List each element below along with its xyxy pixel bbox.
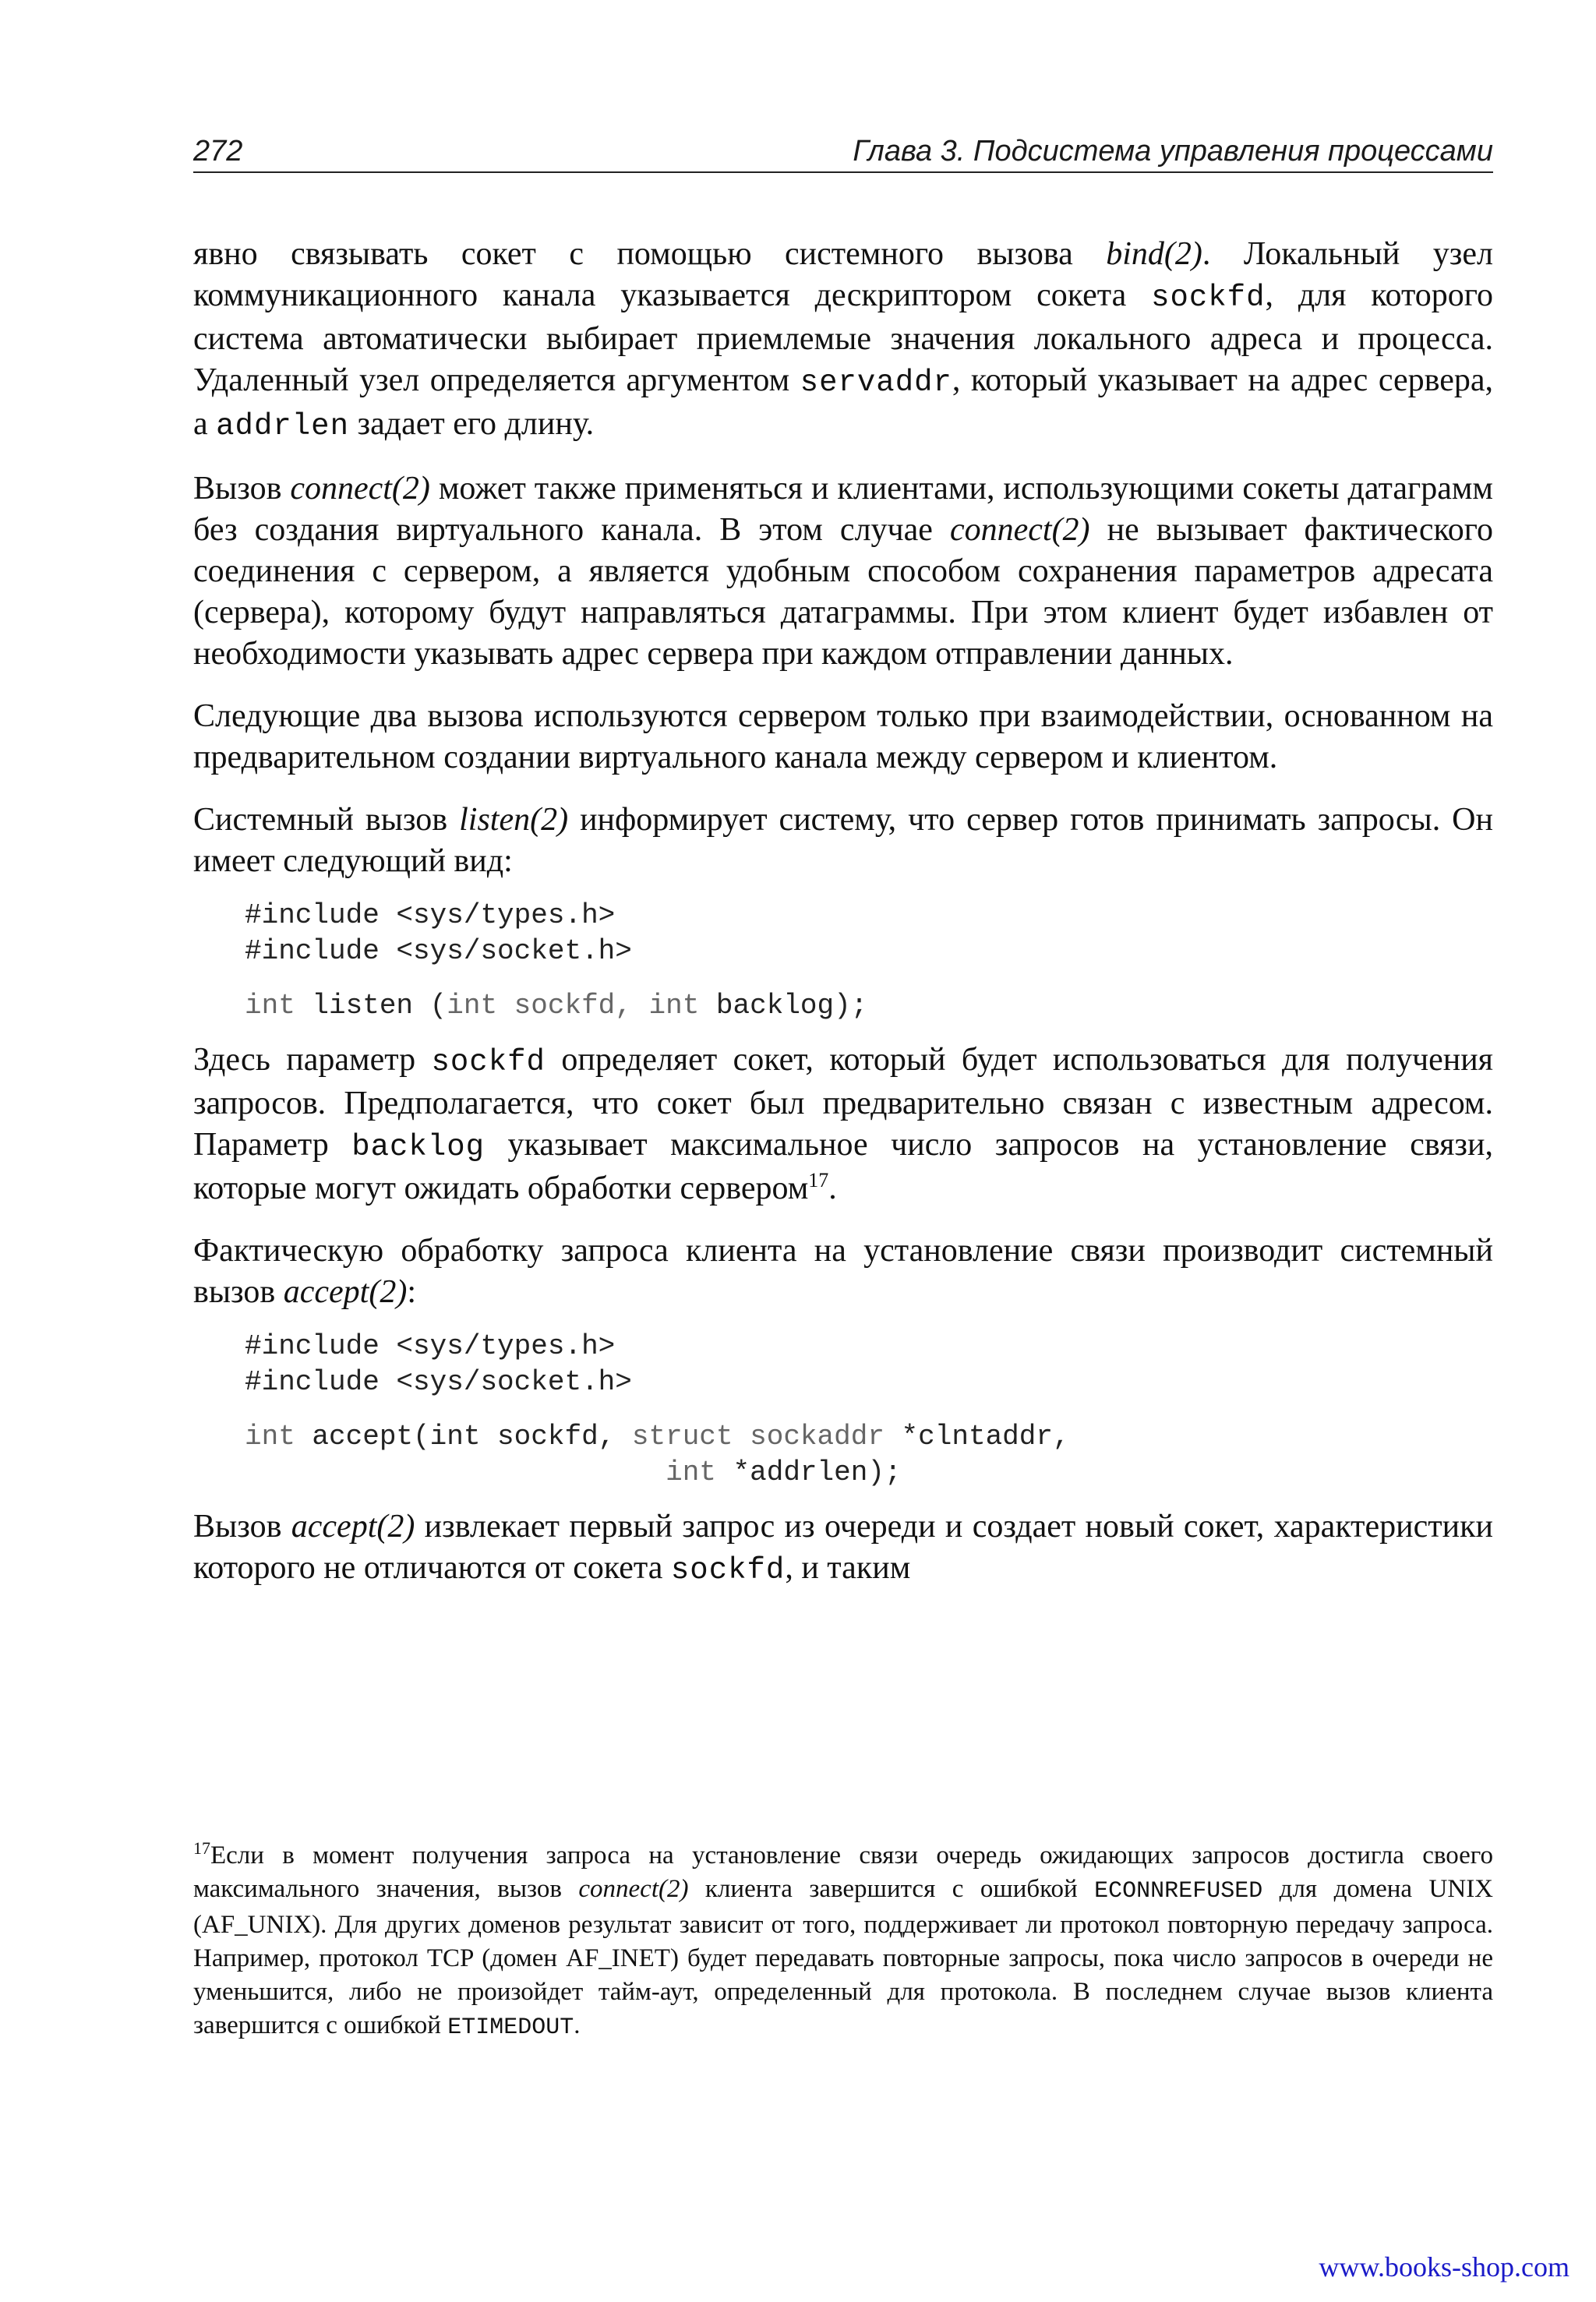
text-run: может также применяться и клиентами, использующими сокеты датаграмм без создания виртуального канала. В этом случае — [193, 471, 1493, 548]
syscall-name: accept(2) — [283, 1274, 408, 1310]
code-term: sockfd — [431, 1045, 546, 1079]
syscall-name: listen(2) — [459, 802, 569, 838]
text-run: , для которого система автоматически выбирает приемлемые значения локального адреса и процесса. Удаленный узел определяется аргументом — [193, 277, 1493, 398]
footnote-mark: 17 — [193, 1838, 210, 1858]
error-code: ECONNREFUSED — [1094, 1878, 1263, 1905]
code-token: sockfd, — [497, 990, 649, 1022]
footnote-reference: 17 — [808, 1169, 829, 1192]
syscall-name: bind(2) — [1106, 236, 1202, 272]
code-line — [245, 1419, 1493, 1455]
paragraph-listen-intro — [193, 800, 1493, 882]
syscall-name: accept(2) — [291, 1509, 415, 1545]
text-run: Фактическую обработку запроса клиента на установление связи производит системный вызов — [193, 1233, 1493, 1310]
code-token: int — [666, 1456, 716, 1488]
syscall-name: connect(2) — [578, 1875, 689, 1903]
running-header — [193, 131, 1493, 173]
text-run: информирует систему, что сервер готов принимать запросы. Он имеет следующий вид: — [193, 802, 1493, 879]
text-run: указывает максимальное число запросов на установление связи, которые могут ожидать обработки сервером — [193, 1127, 1493, 1206]
text-run: извлекает первый запрос из очереди и создает новый сокет, характеристики которого не отличаются от сокета — [193, 1509, 1493, 1586]
chapter-title: Глава 3. Подсистема управления процессами — [853, 135, 1493, 168]
text-run: , который указывает на адрес сервера, а — [193, 362, 1493, 442]
footnote — [193, 1839, 1493, 2045]
text-run: . — [574, 2011, 581, 2039]
text-run: Здесь параметр — [193, 1042, 432, 1078]
text-run: клиента завершится с ошибкой — [688, 1875, 1095, 1903]
code-line — [245, 1455, 1493, 1491]
code-token: accept(int sockfd, — [295, 1421, 632, 1453]
code-token: *addrlen); — [715, 1456, 902, 1488]
text-run: Системный вызов — [193, 802, 460, 838]
code-token: listen ( — [295, 990, 447, 1022]
text-run: для домена UNIX (AF_UNIX). Для других доменов результат зависит от того, поддерживает ли протокол повторную передачу запроса. Например, протокол TCP (домен AF_INET) будет передавать повторные запросы, пока число запросов в очереди не уменьшится, либо не произойдет тайм-аут, определенный для протокола. В последнем случае вызов клиента завершится с ошибкой — [193, 1875, 1494, 2039]
paragraph-accept-intro — [193, 1230, 1493, 1313]
code-indent — [245, 1456, 666, 1488]
syscall-name: connect(2) — [949, 512, 1090, 548]
text-run: Если в момент получения запроса на установление связи очередь ожидающих запросов достигла своего максимального значения, вызов — [193, 1841, 1493, 1903]
text-run: не вызывает фактического соединения с сервером, а является удобным способом сохранения параметров адресата (сервера), которому будут направляться датаграммы. При этом клиент будет избавлен от необходимости указывать адрес сервера при каждом отправлении данных. — [193, 512, 1493, 672]
text-run: , и таким — [785, 1550, 911, 1586]
code-token: int — [447, 990, 498, 1022]
paragraph-listen-params — [193, 1040, 1493, 1209]
code-listing-accept — [245, 1329, 1493, 1491]
code-token: int — [245, 990, 295, 1022]
code-term: addrlen — [216, 409, 349, 443]
code-token: *clntaddr, — [884, 1421, 1070, 1453]
text-run: явно связывать сокет с помощью системного вызова — [193, 236, 1107, 272]
code-listing-listen — [245, 898, 1493, 1024]
code-token: int — [648, 990, 700, 1022]
site-watermark: www.books-shop.com — [1319, 2251, 1570, 2283]
code-term: sockfd — [670, 1553, 786, 1587]
code-token: int — [245, 1421, 295, 1453]
paragraph-connect-datagram — [193, 468, 1493, 675]
text-run: определяет сокет, который будет использоваться для получения запросов. Предполагается, что сокет был предварительно связан с известным адресом. Параметр — [193, 1042, 1493, 1163]
code-line: #include <sys/socket.h> — [245, 1366, 632, 1398]
paragraph-accept-description — [193, 1506, 1493, 1591]
code-line: #include <sys/socket.h> — [245, 935, 632, 967]
paragraph-server-calls: Следующие два вызова используются сервером только при взаимодействии, основанном на предварительном создании виртуального канала между сервером и клиентом. — [193, 698, 1493, 775]
code-line: #include <sys/types.h> — [245, 899, 616, 931]
text-run: . Локальный узел коммуникационного канала указывается дескриптором сокета — [193, 236, 1493, 313]
text-run: . — [828, 1170, 837, 1206]
body-text — [193, 234, 1493, 1612]
text-run: Вызов — [193, 1509, 291, 1545]
text-run: : — [407, 1274, 416, 1310]
text-run: Вызов — [193, 471, 291, 507]
code-line — [245, 988, 1493, 1024]
code-token: struct sockaddr — [631, 1421, 885, 1453]
code-line: #include <sys/types.h> — [245, 1330, 616, 1362]
code-term: servaddr — [800, 365, 952, 400]
error-code: ETIMEDOUT — [447, 2014, 574, 2041]
paragraph-bind-description — [193, 234, 1493, 447]
syscall-name: connect(2) — [290, 471, 430, 507]
text-run: задает его длину. — [348, 406, 595, 442]
code-term: sockfd — [1151, 281, 1266, 315]
code-token: backlog); — [699, 990, 868, 1022]
code-term: backlog — [351, 1130, 486, 1164]
page-number: 272 — [193, 135, 243, 168]
